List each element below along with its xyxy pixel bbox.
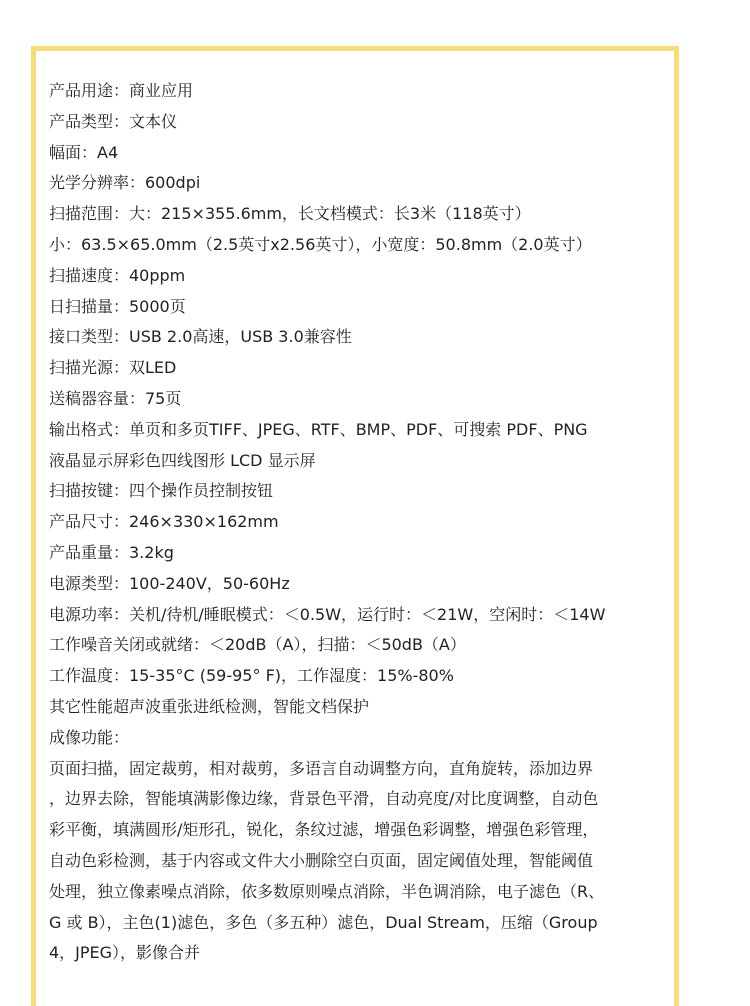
spec-line: ，边界去除，智能填满影像边缘，背景色平滑，自动亮度/对比度调整，自动色: [49, 789, 599, 809]
spec-line: 扫描光源：双LED: [49, 358, 177, 378]
spec-line: 自动色彩检测，基于内容或文件大小删除空白页面，固定阈值处理，智能阈值: [49, 850, 594, 870]
spec-line: 输出格式：单页和多页TIFF、JPEG、RTF、BMP、PDF、可搜索 PDF、PNG: [49, 419, 588, 439]
spec-line: 幅面：A4: [49, 142, 119, 162]
spec-line: 4，JPEG），影像合并: [49, 943, 201, 963]
spec-line: 产品重量：3.2kg: [49, 542, 174, 562]
spec-line: 处理，独立像素噪点消除，依多数原则噪点消除，半色调消除，电子滤色（R、: [49, 881, 605, 901]
product-spec-list: [49, 76, 664, 969]
spec-line: 液晶显示屏彩色四线图形 LCD 显示屏: [49, 450, 316, 470]
spec-line: 扫描速度：40ppm: [49, 265, 186, 285]
spec-line: 电源类型：100-240V，50-60Hz: [49, 573, 290, 593]
spec-line: 产品尺寸：246×330×162mm: [49, 512, 279, 532]
spec-line: 小：63.5×65.0mm（2.5英寸x2.56英寸），小宽度：50.8mm（2.0英寸）: [49, 234, 592, 254]
spec-line: 工作温度：15-35°C (59-95° F)，工作湿度：15%-80%: [49, 666, 454, 686]
spec-line: 送稿器容量：75页: [49, 388, 182, 408]
spec-line: 光学分辨率：600dpi: [49, 173, 201, 193]
spec-line: 扫描按键：四个操作员控制按钮: [49, 481, 274, 501]
spec-line: G 或 B），主色(1)滤色，多色（多五种）滤色，Dual Stream，压缩（Group: [49, 912, 598, 932]
spec-line: 成像功能：: [49, 727, 130, 747]
spec-line: 电源功率：关机/待机/睡眠模式：＜0.5W，运行时：＜21W，空闲时：＜14W: [49, 604, 606, 624]
spec-line: 工作噪音关闭或就绪：＜20dB（A），扫描：＜50dB（A）: [49, 635, 466, 655]
spec-line: 产品用途：商业应用: [49, 81, 194, 100]
spec-line: 彩平衡，填满圆形/矩形孔，锐化，条纹过滤，增强色彩调整，增强色彩管理，: [49, 820, 599, 840]
spec-line: 扫描范围：大：215×355.6mm，长文档模式：长3米（118英寸）: [49, 204, 531, 224]
spec-line: 日扫描量：5000页: [49, 296, 186, 316]
spec-line: 其它性能超声波重张进纸检测，智能文档保护: [49, 696, 370, 716]
spec-line: 产品类型：文本仪: [49, 111, 178, 131]
spec-line: 接口类型：USB 2.0高速，USB 3.0兼容性: [49, 327, 352, 347]
spec-line: 页面扫描，固定裁剪，相对裁剪，多语言自动调整方向，直角旋转，添加边界: [49, 758, 594, 778]
